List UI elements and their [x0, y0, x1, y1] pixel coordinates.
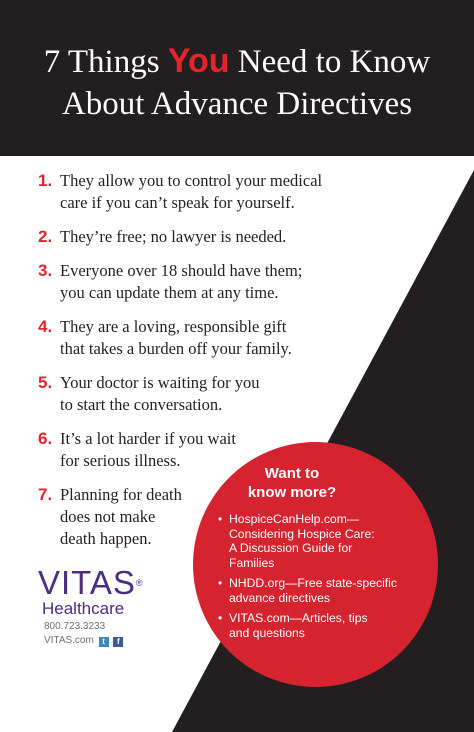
title-line-1: 7 Things You Need to Know: [43, 42, 431, 80]
item-text-line: to start the conversation.: [60, 395, 223, 414]
item-text: [60, 428, 236, 472]
item-text-line: Everyone over 18 should have them;: [60, 261, 303, 280]
item-text: [60, 260, 302, 304]
page-title: [0, 40, 474, 125]
logo-wordmark: VITAS®: [38, 564, 143, 601]
resource-item-line: • NHDD.org—Free state-specific: [229, 576, 397, 590]
item-text: [60, 484, 182, 550]
resource-item-line: A Discussion Guide for: [229, 541, 353, 555]
resource-item[interactable]: [218, 512, 418, 570]
item-text: [60, 372, 260, 416]
circle-heading-line: know more?: [247, 484, 337, 501]
item-text-line: you can update them at any time.: [60, 283, 279, 302]
title-emphasis: You: [167, 42, 230, 80]
item-text-line: that takes a burden off your family.: [60, 339, 292, 358]
item-number: 4.: [38, 317, 53, 336]
item-text-line: Your doctor is waiting for you: [60, 373, 260, 392]
resource-item-line: Considering Hospice Care:: [229, 526, 375, 541]
item-number: 7.: [38, 485, 53, 504]
circle-heading-line: Want to: [264, 465, 320, 482]
facebook-icon[interactable]: f: [113, 637, 123, 647]
item-text-line: They allow you to control your medical: [60, 171, 323, 190]
title-line-2: About Advance Directives: [61, 86, 413, 122]
resource-item-line: and questions: [229, 625, 305, 640]
resource-item-line: Families: [229, 555, 275, 570]
resource-item-line: advance directives: [229, 590, 330, 605]
list-item: [38, 372, 358, 416]
circle-heading: [222, 464, 362, 502]
item-number: 3.: [38, 261, 53, 280]
twitter-icon[interactable]: t: [99, 637, 109, 647]
resource-item[interactable]: [218, 576, 418, 605]
website-line: [44, 634, 123, 648]
item-text-line: for serious illness.: [60, 451, 181, 470]
item-text-line: care if you can’t speak for yourself.: [60, 193, 295, 212]
item-text: [60, 170, 322, 214]
resource-item[interactable]: [218, 611, 418, 640]
vitas-logo: [38, 566, 143, 618]
contact-info: [44, 620, 123, 648]
item-text-line: Planning for death: [60, 485, 182, 504]
website-link[interactable]: VITAS.com: [44, 635, 94, 646]
item-number: 5.: [38, 373, 53, 392]
item-text: [60, 226, 286, 248]
item-text: [60, 316, 292, 360]
list-item: [38, 226, 358, 248]
resource-item-line: • VITAS.com—Articles, tips: [229, 611, 368, 625]
item-text-line: death happen.: [60, 529, 152, 548]
resource-list: [218, 512, 418, 646]
list-item: [38, 170, 358, 214]
item-text-line: It’s a lot harder if you wait: [60, 429, 236, 448]
item-text-line: does not make: [60, 507, 156, 526]
logo-subtitle: Healthcare: [42, 599, 125, 618]
list-item: [38, 260, 358, 304]
item-text-line: They are a loving, responsible gift: [60, 317, 287, 336]
item-number: 2.: [38, 227, 53, 246]
item-number: 6.: [38, 429, 53, 448]
item-number: 1.: [38, 171, 53, 190]
list-item: [38, 316, 358, 360]
resource-item-line: • HospiceCanHelp.com—: [229, 512, 360, 526]
phone-number: 800.723.3233: [44, 621, 106, 632]
item-text-line: They’re free; no lawyer is needed.: [60, 227, 287, 246]
